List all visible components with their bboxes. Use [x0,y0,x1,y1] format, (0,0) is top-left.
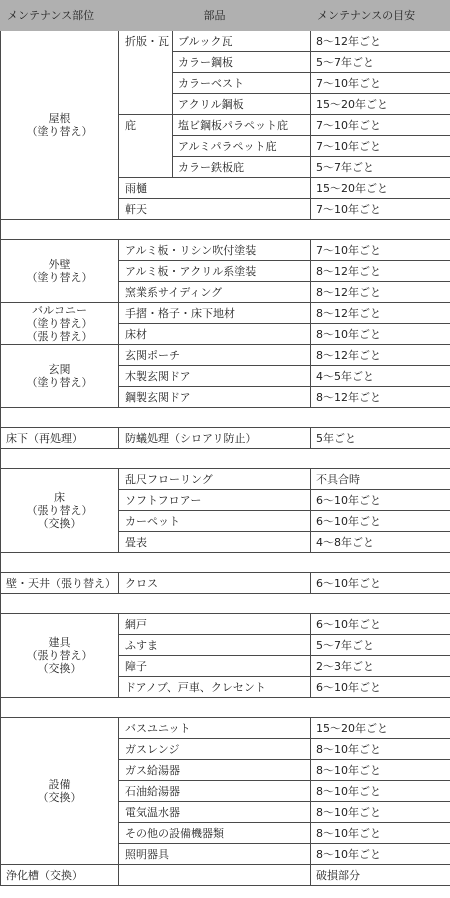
interval-cell: 破損部分 [311,865,450,886]
item-cell: クロス [119,573,311,594]
fittings-label: 建具 （張り替え） （交換） [1,614,119,698]
interval-cell: 15〜20年ごと [311,94,450,115]
interval-cell: 6〜10年ごと [311,614,450,635]
interval-cell: 8〜10年ごと [311,823,450,844]
item-cell: アルミ板・アクリル系塗装 [119,261,311,282]
item-cell: ドアノブ、戸車、クレセント [119,677,311,698]
item-cell: 障子 [119,656,311,677]
interval-cell: 8〜12年ごと [311,387,450,408]
table-row [1,303,450,324]
interval-cell: 8〜12年ごと [311,303,450,324]
interval-cell: 8〜12年ごと [311,345,450,366]
interval-cell: 15〜20年ごと [311,718,450,739]
spacer-row [1,594,450,614]
table-row [1,718,450,739]
spacer-row [1,449,450,469]
equipment-label: 設備 （交換） [1,718,119,865]
header-interval: メンテナンスの目安 [311,1,450,31]
table-header-row [1,1,450,31]
item-cell: 塩ビ鋼板パラペット庇 [173,115,311,136]
item-cell: 乱尺フローリング [119,469,311,490]
interval-cell: 不具合時 [311,469,450,490]
item-cell: 手摺・格子・床下地材 [119,303,311,324]
interval-cell: 6〜10年ごと [311,677,450,698]
item-cell: 鋼製玄関ドア [119,387,311,408]
item-cell: 照明器具 [119,844,311,865]
item-cell: 網戸 [119,614,311,635]
interval-cell: 15〜20年ごと [311,178,450,199]
header-part: メンテナンス部位 [1,1,119,31]
item-cell: ガスレンジ [119,739,311,760]
item-cell: 玄関ポーチ [119,345,311,366]
interval-cell: 8〜12年ごと [311,261,450,282]
item-cell: 軒天 [119,199,311,220]
item-cell: 窯業系サイディング [119,282,311,303]
item-cell: 電気温水器 [119,802,311,823]
roof-sub-eaves: 庇 [119,115,173,178]
item-cell: その他の設備機器類 [119,823,311,844]
interval-cell: 5〜7年ごと [311,635,450,656]
interval-cell: 8〜10年ごと [311,802,450,823]
interval-cell: 4〜5年ごと [311,366,450,387]
wall-label: 外壁 （塗り替え） [1,240,119,303]
interval-cell: 7〜10年ごと [311,240,450,261]
interval-cell: 5年ごと [311,428,450,449]
roof-sub-folded-tile: 折版・瓦 [119,31,173,115]
underfloor-label: 床下（再処理） [1,428,119,449]
interval-cell: 8〜12年ごと [311,282,450,303]
item-cell: カラー鉄板庇 [173,157,311,178]
item-cell: アルミパラペット庇 [173,136,311,157]
interval-cell: 7〜10年ごと [311,115,450,136]
item-cell: 石油給湯器 [119,781,311,802]
interval-cell: 5〜7年ごと [311,157,450,178]
item-cell: 木製玄関ドア [119,366,311,387]
table-row [1,428,450,449]
table-row [1,573,450,594]
floor-label: 床 （張り替え） （交換） [1,469,119,553]
item-cell: カラー鋼板 [173,52,311,73]
item-cell: ふすま [119,635,311,656]
item-cell: カーペット [119,511,311,532]
balcony-label: バルコニー （塗り替え） （張り替え） [1,303,119,345]
spacer-row [1,220,450,240]
item-cell-empty [119,865,311,886]
spacer-row [1,553,450,573]
interval-cell: 8〜12年ごと [311,31,450,52]
item-cell: アクリル鋼板 [173,94,311,115]
roof-label: 屋根 （塗り替え） [1,31,119,220]
item-cell: ブルック瓦 [173,31,311,52]
interval-cell: 7〜10年ごと [311,136,450,157]
interval-cell: 7〜10年ごと [311,199,450,220]
interval-cell: 2〜3年ごと [311,656,450,677]
item-cell: 雨樋 [119,178,311,199]
interval-cell: 8〜10年ごと [311,739,450,760]
item-cell: カラーベスト [173,73,311,94]
entrance-label: 玄関 （塗り替え） [1,345,119,408]
interval-cell: 6〜10年ごと [311,490,450,511]
interval-cell: 8〜10年ごと [311,781,450,802]
table-row [1,345,450,366]
interval-cell: 8〜10年ごと [311,324,450,345]
interval-cell: 6〜10年ごと [311,511,450,532]
table-row [1,240,450,261]
spacer-row [1,408,450,428]
spacer-row [1,698,450,718]
interval-cell: 4〜8年ごと [311,532,450,553]
interval-cell: 8〜10年ごと [311,844,450,865]
item-cell: アルミ板・リシン吹付塗装 [119,240,311,261]
interval-cell: 5〜7年ごと [311,52,450,73]
item-cell: ソフトフロアー [119,490,311,511]
item-cell: 防蟻処理（シロアリ防止） [119,428,311,449]
table-row [1,865,450,886]
interval-cell: 8〜10年ごと [311,760,450,781]
table-row [1,31,450,52]
interval-cell: 6〜10年ごと [311,573,450,594]
header-item: 部品 [119,1,311,31]
item-cell: 床材 [119,324,311,345]
item-cell: バスユニット [119,718,311,739]
table-row [1,469,450,490]
ceiling-label: 壁・天井（張り替え） [1,573,119,594]
item-cell: 畳表 [119,532,311,553]
item-cell: ガス給湯器 [119,760,311,781]
interval-cell: 7〜10年ごと [311,73,450,94]
septic-label: 浄化槽（交換） [1,865,119,886]
table-row [1,614,450,635]
